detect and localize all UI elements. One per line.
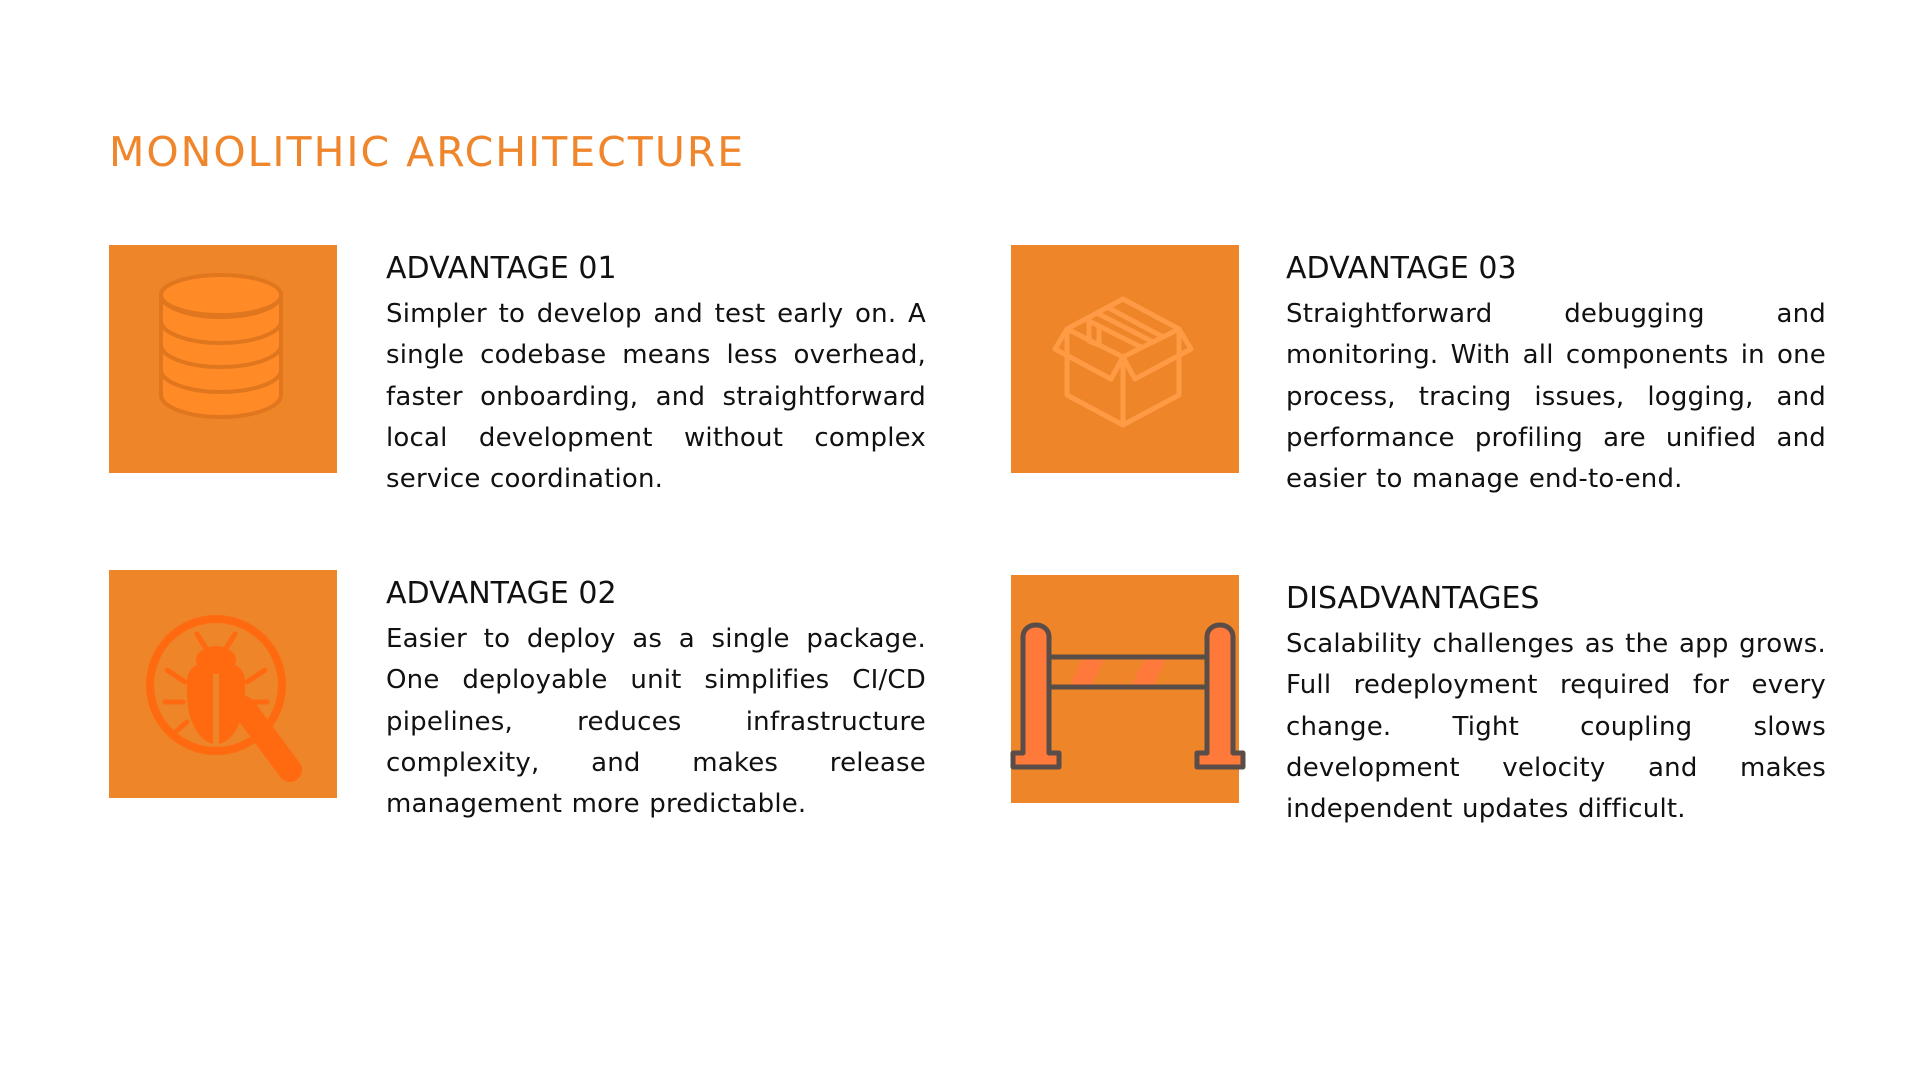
disadvantages-text: Scalability challenges as the app grows. Full redeployment required for every change. Tight coupling slows development velocity and makes independent updates difficult.: [1286, 629, 1826, 825]
advantage-02-title: ADVANTAGE 02: [386, 576, 617, 611]
icon-box-advantage-01: [109, 245, 337, 473]
page-title: MONOLITHIC ARCHITECTURE: [109, 128, 746, 176]
advantage-01-title: ADVANTAGE 01: [386, 251, 617, 286]
database-icon: [109, 245, 337, 473]
advantage-03-text: Straightforward debugging and monitoring. With all components in one process, tracing issues, logging, and performance profiling are unified and easier to manage end-to-end.: [1286, 299, 1826, 495]
icon-box-advantage-03: [1011, 245, 1239, 473]
advantage-02-text: Easier to deploy as a single package. One deployable unit simplifies CI/CD pipelines, reduces infrastructure complexity, and makes release management more predictable.: [386, 624, 926, 820]
package-box-icon: [1011, 245, 1239, 473]
icon-box-disadvantages: [1011, 575, 1239, 803]
icon-box-advantage-02: [109, 570, 337, 798]
barrier-icon: [1011, 575, 1239, 803]
disadvantages-title: DISADVANTAGES: [1286, 581, 1540, 616]
bug-search-icon: [109, 570, 337, 798]
advantage-01-text: Simpler to develop and test early on. A single codebase means less overhead, faster onboarding, and straightforward local development without complex service coordination.: [386, 299, 926, 495]
advantage-03-title: ADVANTAGE 03: [1286, 251, 1517, 286]
